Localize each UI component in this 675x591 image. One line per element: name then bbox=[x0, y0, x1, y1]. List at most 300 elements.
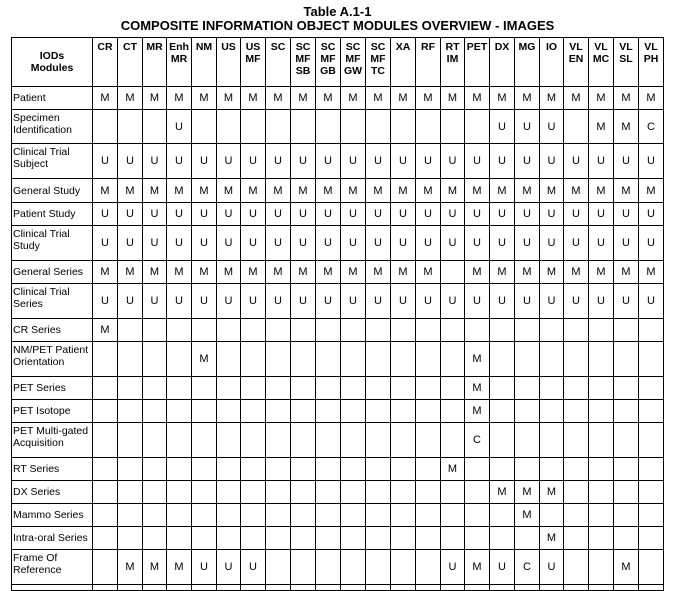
requirement-cell bbox=[515, 400, 540, 423]
requirement-cell: U bbox=[143, 203, 167, 226]
requirement-cell: M bbox=[614, 179, 639, 203]
module-name-line: Study bbox=[13, 240, 40, 252]
table-row bbox=[12, 481, 664, 504]
module-name-line: CR Series bbox=[13, 324, 61, 336]
column-header-line: MF bbox=[245, 53, 261, 65]
requirement-cell bbox=[564, 504, 589, 527]
requirement-cell: U bbox=[143, 144, 167, 179]
table-row bbox=[12, 87, 664, 110]
requirement-cell: M bbox=[167, 261, 192, 284]
module-name-cell bbox=[12, 527, 93, 550]
requirement-cell: U bbox=[540, 110, 564, 144]
column-header-line: SL bbox=[619, 53, 633, 65]
requirement-cell bbox=[391, 585, 416, 591]
requirement-cell: U bbox=[366, 226, 391, 261]
requirement-cell bbox=[614, 400, 639, 423]
requirement-cell bbox=[614, 377, 639, 400]
requirement-cell: M bbox=[416, 179, 441, 203]
requirement-cell bbox=[614, 504, 639, 527]
requirement-cell bbox=[167, 458, 192, 481]
requirement-cell bbox=[291, 550, 316, 585]
requirement-cell: M bbox=[192, 261, 217, 284]
requirement-cell: U bbox=[515, 284, 540, 319]
requirement-cell bbox=[441, 481, 465, 504]
requirement-cell bbox=[391, 319, 416, 342]
requirement-cell bbox=[266, 481, 291, 504]
column-header-line: TC bbox=[371, 65, 385, 77]
requirement-cell bbox=[416, 550, 441, 585]
requirement-cell: U bbox=[490, 144, 515, 179]
column-header-line: SC bbox=[320, 41, 336, 53]
requirement-cell bbox=[192, 110, 217, 144]
requirement-cell bbox=[589, 377, 614, 400]
requirement-cell: U bbox=[217, 226, 241, 261]
requirement-cell bbox=[366, 110, 391, 144]
requirement-cell bbox=[589, 527, 614, 550]
requirement-cell bbox=[192, 458, 217, 481]
requirement-cell bbox=[465, 504, 490, 527]
requirement-cell bbox=[316, 110, 341, 144]
module-name-line: Patient bbox=[13, 92, 46, 104]
requirement-cell bbox=[266, 400, 291, 423]
requirement-cell: U bbox=[639, 144, 664, 179]
requirement-cell: U bbox=[93, 284, 118, 319]
requirement-cell bbox=[391, 481, 416, 504]
requirement-cell bbox=[490, 400, 515, 423]
requirement-cell bbox=[391, 550, 416, 585]
requirement-cell bbox=[167, 400, 192, 423]
requirement-cell bbox=[416, 400, 441, 423]
requirement-cell: M bbox=[589, 179, 614, 203]
column-header-vl-sl bbox=[614, 38, 639, 87]
column-header-line: SC bbox=[345, 41, 361, 53]
requirement-cell bbox=[118, 481, 143, 504]
requirement-cell: U bbox=[241, 284, 266, 319]
requirement-cell bbox=[266, 585, 291, 591]
table-row bbox=[12, 261, 664, 284]
requirement-cell bbox=[316, 342, 341, 377]
requirement-cell bbox=[167, 585, 192, 591]
column-header-line: MR bbox=[170, 53, 188, 65]
requirement-cell bbox=[118, 319, 143, 342]
requirement-cell bbox=[465, 527, 490, 550]
requirement-cell bbox=[192, 423, 217, 458]
requirement-cell bbox=[639, 504, 664, 527]
requirement-cell bbox=[143, 400, 167, 423]
requirement-cell: M bbox=[564, 179, 589, 203]
requirement-cell bbox=[266, 342, 291, 377]
requirement-cell: M bbox=[540, 481, 564, 504]
requirement-cell: C bbox=[515, 550, 540, 585]
requirement-cell: U bbox=[291, 144, 316, 179]
requirement-cell bbox=[217, 481, 241, 504]
requirement-cell bbox=[639, 377, 664, 400]
requirement-cell: M bbox=[143, 261, 167, 284]
requirement-cell bbox=[490, 504, 515, 527]
requirement-cell bbox=[589, 504, 614, 527]
requirement-cell bbox=[316, 585, 341, 591]
requirement-cell: M bbox=[416, 87, 441, 110]
requirement-cell bbox=[241, 585, 266, 591]
requirement-cell bbox=[589, 423, 614, 458]
module-name-cell bbox=[12, 144, 93, 179]
requirement-cell bbox=[341, 504, 366, 527]
requirement-cell bbox=[291, 110, 316, 144]
module-name-line: PET Isotope bbox=[13, 405, 71, 417]
requirement-cell bbox=[316, 481, 341, 504]
requirement-cell: U bbox=[614, 284, 639, 319]
requirement-cell bbox=[366, 377, 391, 400]
requirement-cell bbox=[217, 527, 241, 550]
requirement-cell bbox=[93, 423, 118, 458]
requirement-cell: U bbox=[366, 203, 391, 226]
requirement-cell: M bbox=[93, 87, 118, 110]
requirement-cell: U bbox=[192, 144, 217, 179]
requirement-cell bbox=[515, 377, 540, 400]
column-header-io bbox=[540, 38, 564, 87]
requirement-cell: U bbox=[217, 550, 241, 585]
requirement-cell bbox=[266, 377, 291, 400]
column-header-us-mf bbox=[241, 38, 266, 87]
table-number: Table A.1-1 bbox=[303, 4, 372, 19]
requirement-cell bbox=[639, 550, 664, 585]
requirement-cell: M bbox=[316, 87, 341, 110]
requirement-cell bbox=[192, 319, 217, 342]
module-name-cell bbox=[12, 179, 93, 203]
column-header-sc bbox=[266, 38, 291, 87]
requirement-cell: M bbox=[465, 179, 490, 203]
column-header-line: RT bbox=[445, 41, 460, 53]
requirement-cell bbox=[441, 110, 465, 144]
module-name-line: Clinical Trial bbox=[13, 146, 70, 158]
requirement-cell bbox=[291, 423, 316, 458]
requirement-cell: U bbox=[515, 144, 540, 179]
requirement-cell bbox=[614, 423, 639, 458]
requirement-cell bbox=[416, 481, 441, 504]
module-name-line: Subject bbox=[13, 158, 49, 170]
requirement-cell: U bbox=[291, 284, 316, 319]
requirement-cell bbox=[366, 550, 391, 585]
column-header-line: RF bbox=[421, 41, 435, 53]
requirement-cell: U bbox=[118, 226, 143, 261]
module-name-cell bbox=[12, 342, 93, 377]
requirement-cell bbox=[118, 342, 143, 377]
module-name-line: NM/PET Patient bbox=[13, 344, 89, 356]
requirement-cell bbox=[564, 110, 589, 144]
table-row bbox=[12, 585, 664, 591]
requirement-cell: U bbox=[316, 203, 341, 226]
requirement-cell bbox=[291, 585, 316, 591]
requirement-cell bbox=[441, 423, 465, 458]
requirement-cell bbox=[441, 527, 465, 550]
requirement-cell: U bbox=[167, 226, 192, 261]
requirement-cell bbox=[93, 527, 118, 550]
table-row bbox=[12, 400, 664, 423]
requirement-cell bbox=[93, 585, 118, 591]
requirement-cell: U bbox=[416, 226, 441, 261]
requirement-cell: U bbox=[366, 284, 391, 319]
requirement-cell bbox=[217, 342, 241, 377]
module-name-cell bbox=[12, 458, 93, 481]
requirement-cell bbox=[316, 458, 341, 481]
requirement-cell bbox=[639, 527, 664, 550]
requirement-cell bbox=[341, 481, 366, 504]
requirement-cell: M bbox=[93, 179, 118, 203]
column-header-line: MG bbox=[518, 41, 536, 53]
requirement-cell: U bbox=[241, 226, 266, 261]
module-name-line: Patient Study bbox=[13, 208, 76, 220]
corner-header-line: IODs bbox=[39, 50, 65, 62]
requirement-cell bbox=[291, 458, 316, 481]
requirement-cell bbox=[118, 423, 143, 458]
requirement-cell bbox=[614, 527, 639, 550]
requirement-cell bbox=[341, 585, 366, 591]
requirement-cell: U bbox=[465, 226, 490, 261]
requirement-cell bbox=[490, 527, 515, 550]
column-header-line: MF bbox=[295, 53, 311, 65]
requirement-cell: U bbox=[217, 284, 241, 319]
requirement-cell bbox=[266, 504, 291, 527]
requirement-cell bbox=[490, 377, 515, 400]
requirement-cell bbox=[391, 527, 416, 550]
requirement-cell bbox=[93, 377, 118, 400]
requirement-cell bbox=[490, 319, 515, 342]
requirement-cell bbox=[341, 400, 366, 423]
requirement-cell bbox=[217, 504, 241, 527]
table-row bbox=[12, 179, 664, 203]
requirement-cell: M bbox=[118, 550, 143, 585]
requirement-cell bbox=[465, 458, 490, 481]
requirement-cell bbox=[639, 319, 664, 342]
requirement-cell: U bbox=[192, 226, 217, 261]
requirement-cell bbox=[241, 110, 266, 144]
module-name-line: Series bbox=[13, 298, 43, 310]
requirement-cell bbox=[391, 110, 416, 144]
requirement-cell: M bbox=[143, 179, 167, 203]
requirement-cell bbox=[540, 423, 564, 458]
requirement-cell: M bbox=[266, 261, 291, 284]
requirement-cell bbox=[167, 481, 192, 504]
requirement-cell: M bbox=[366, 261, 391, 284]
requirement-cell: U bbox=[93, 226, 118, 261]
requirement-cell bbox=[266, 319, 291, 342]
requirement-cell bbox=[564, 423, 589, 458]
requirement-cell: U bbox=[515, 110, 540, 144]
requirement-cell: M bbox=[391, 261, 416, 284]
requirement-cell: U bbox=[118, 203, 143, 226]
requirement-cell: C bbox=[465, 423, 490, 458]
requirement-cell: M bbox=[167, 87, 192, 110]
requirement-cell bbox=[143, 458, 167, 481]
requirement-cell bbox=[465, 110, 490, 144]
requirement-cell: U bbox=[391, 284, 416, 319]
requirement-cell: U bbox=[540, 226, 564, 261]
requirement-cell bbox=[441, 319, 465, 342]
requirement-cell: U bbox=[614, 226, 639, 261]
requirement-cell bbox=[93, 504, 118, 527]
column-header-line: IO bbox=[545, 41, 558, 53]
requirement-cell: U bbox=[490, 284, 515, 319]
requirement-cell: U bbox=[465, 203, 490, 226]
requirement-cell: U bbox=[143, 226, 167, 261]
column-header-line: EN bbox=[568, 53, 584, 65]
requirement-cell: U bbox=[167, 110, 192, 144]
module-name-line: Acquisition bbox=[13, 437, 64, 449]
module-name-cell bbox=[12, 423, 93, 458]
requirement-cell: U bbox=[465, 144, 490, 179]
table-row bbox=[12, 284, 664, 319]
requirement-cell bbox=[341, 110, 366, 144]
requirement-cell bbox=[490, 585, 515, 591]
requirement-cell: U bbox=[192, 203, 217, 226]
requirement-cell: U bbox=[564, 144, 589, 179]
requirement-cell: M bbox=[291, 87, 316, 110]
requirement-cell: U bbox=[564, 226, 589, 261]
requirement-cell bbox=[341, 377, 366, 400]
table-row bbox=[12, 423, 664, 458]
requirement-cell: M bbox=[217, 87, 241, 110]
requirement-cell bbox=[167, 423, 192, 458]
requirement-cell: M bbox=[465, 400, 490, 423]
column-header-xa bbox=[391, 38, 416, 87]
requirement-cell bbox=[143, 342, 167, 377]
requirement-cell: M bbox=[490, 179, 515, 203]
requirement-cell bbox=[291, 527, 316, 550]
requirement-cell bbox=[416, 527, 441, 550]
requirement-cell: M bbox=[589, 87, 614, 110]
requirement-cell bbox=[291, 400, 316, 423]
requirement-cell bbox=[416, 377, 441, 400]
requirement-cell bbox=[316, 319, 341, 342]
column-header-vl-ph bbox=[639, 38, 664, 87]
column-header-line: VL bbox=[644, 41, 658, 53]
requirement-cell bbox=[143, 319, 167, 342]
requirement-cell bbox=[341, 550, 366, 585]
requirement-cell: U bbox=[192, 284, 217, 319]
column-header-line: GB bbox=[320, 65, 336, 77]
column-header-line: PH bbox=[643, 53, 659, 65]
requirement-cell bbox=[93, 400, 118, 423]
table-row bbox=[12, 144, 664, 179]
requirement-cell: U bbox=[316, 144, 341, 179]
requirement-cell: U bbox=[589, 226, 614, 261]
requirement-cell: U bbox=[515, 226, 540, 261]
requirement-cell bbox=[416, 585, 441, 591]
requirement-cell: U bbox=[490, 110, 515, 144]
requirement-cell bbox=[167, 527, 192, 550]
requirement-cell bbox=[515, 319, 540, 342]
requirement-cell: M bbox=[391, 179, 416, 203]
column-header-line: IM bbox=[446, 53, 459, 65]
requirement-cell: U bbox=[490, 550, 515, 585]
requirement-cell bbox=[515, 458, 540, 481]
table-row bbox=[12, 458, 664, 481]
requirement-cell bbox=[167, 342, 192, 377]
requirement-cell bbox=[564, 458, 589, 481]
table-row bbox=[12, 550, 664, 585]
requirement-cell bbox=[118, 504, 143, 527]
column-header-line: GW bbox=[343, 65, 363, 77]
requirement-cell bbox=[441, 377, 465, 400]
column-header-line: SB bbox=[295, 65, 311, 77]
table-row bbox=[12, 203, 664, 226]
column-header-line: MC bbox=[592, 53, 610, 65]
table-row bbox=[12, 110, 664, 144]
requirement-cell bbox=[266, 458, 291, 481]
requirement-cell bbox=[490, 423, 515, 458]
requirement-cell: U bbox=[316, 226, 341, 261]
requirement-cell: U bbox=[217, 203, 241, 226]
requirement-cell: U bbox=[589, 144, 614, 179]
requirement-cell: U bbox=[391, 203, 416, 226]
column-header-line: PET bbox=[466, 41, 488, 53]
requirement-cell bbox=[416, 458, 441, 481]
requirement-cell: U bbox=[540, 284, 564, 319]
requirement-cell: U bbox=[93, 144, 118, 179]
requirement-cell: U bbox=[614, 203, 639, 226]
column-header-line: Enh bbox=[169, 41, 189, 53]
requirement-cell bbox=[366, 504, 391, 527]
requirement-cell bbox=[515, 423, 540, 458]
requirement-cell: U bbox=[167, 284, 192, 319]
requirement-cell: U bbox=[241, 203, 266, 226]
requirement-cell bbox=[465, 481, 490, 504]
requirement-cell bbox=[241, 458, 266, 481]
requirement-cell: U bbox=[540, 550, 564, 585]
requirement-cell bbox=[93, 458, 118, 481]
requirement-cell bbox=[192, 377, 217, 400]
requirement-cell: U bbox=[167, 203, 192, 226]
requirement-cell bbox=[515, 342, 540, 377]
column-header-dx bbox=[490, 38, 515, 87]
table-row bbox=[12, 226, 664, 261]
requirement-cell: M bbox=[515, 481, 540, 504]
requirement-cell bbox=[192, 400, 217, 423]
module-name-cell bbox=[12, 261, 93, 284]
requirement-cell bbox=[540, 504, 564, 527]
requirement-cell bbox=[217, 400, 241, 423]
requirement-cell bbox=[192, 481, 217, 504]
requirement-cell: M bbox=[515, 504, 540, 527]
requirement-cell: M bbox=[639, 261, 664, 284]
requirement-cell bbox=[564, 400, 589, 423]
requirement-cell bbox=[416, 423, 441, 458]
requirement-cell bbox=[143, 110, 167, 144]
requirement-cell: U bbox=[291, 203, 316, 226]
requirement-cell bbox=[143, 504, 167, 527]
requirement-cell bbox=[217, 319, 241, 342]
column-header-line: US bbox=[221, 41, 236, 53]
requirement-cell: M bbox=[540, 87, 564, 110]
requirement-cell bbox=[93, 342, 118, 377]
column-header-line: MF bbox=[345, 53, 361, 65]
requirement-cell: U bbox=[490, 226, 515, 261]
requirement-cell bbox=[540, 342, 564, 377]
requirement-cell bbox=[241, 527, 266, 550]
requirement-cell bbox=[416, 342, 441, 377]
requirement-cell bbox=[490, 342, 515, 377]
requirement-cell: U bbox=[639, 226, 664, 261]
requirement-cell: M bbox=[341, 87, 366, 110]
requirement-cell: M bbox=[217, 179, 241, 203]
requirement-cell: U bbox=[441, 284, 465, 319]
requirement-cell bbox=[241, 504, 266, 527]
requirement-cell bbox=[391, 504, 416, 527]
requirement-cell: M bbox=[118, 261, 143, 284]
column-header-pet bbox=[465, 38, 490, 87]
requirement-cell: M bbox=[192, 342, 217, 377]
requirement-cell bbox=[564, 481, 589, 504]
